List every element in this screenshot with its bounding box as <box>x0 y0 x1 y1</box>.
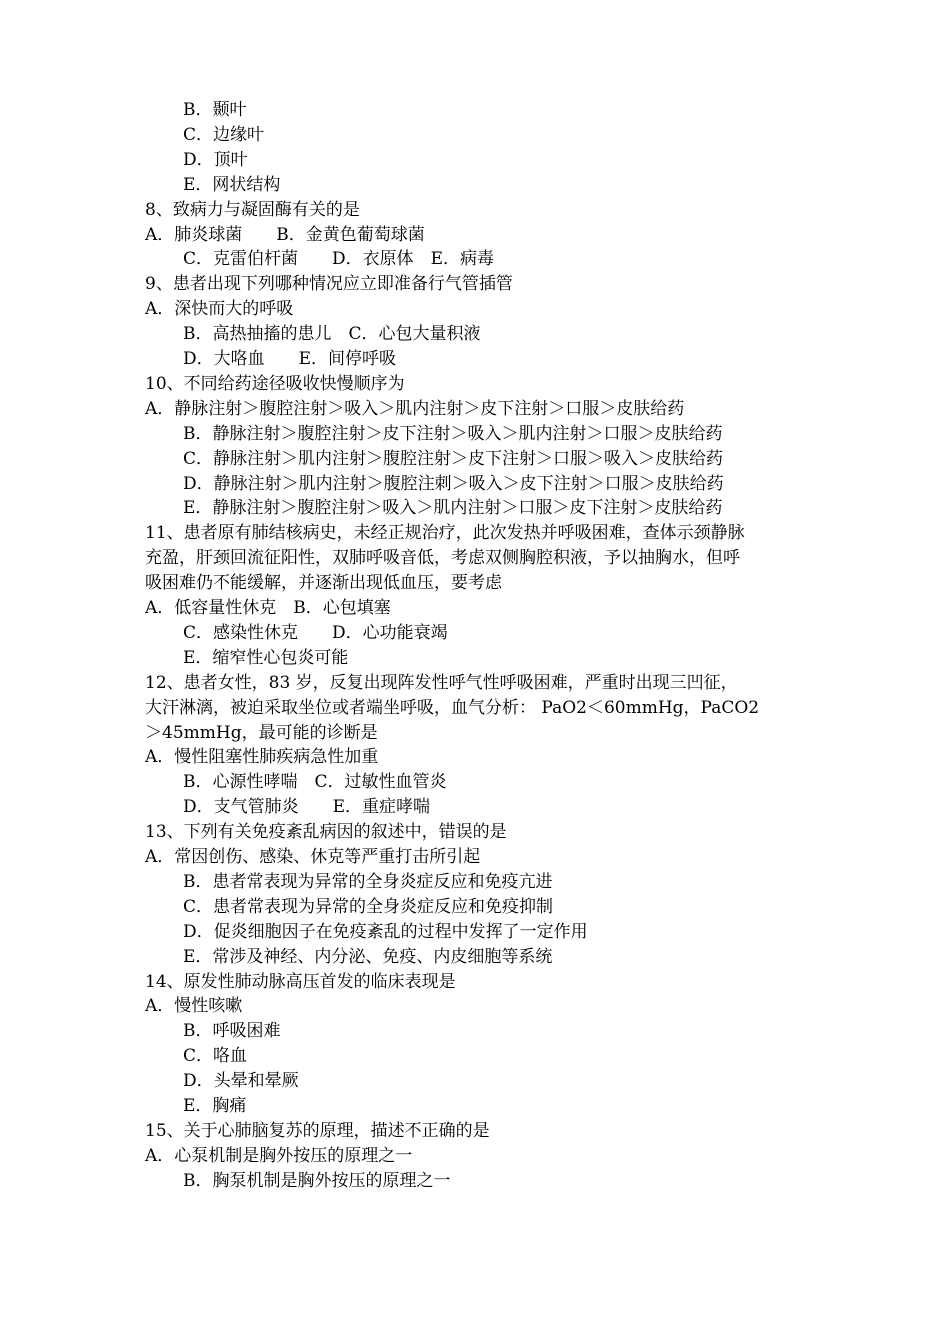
question-text: 充盈，肝颈回流征阳性，双肺呼吸音低，考虑双侧胸腔积液，予以抽胸水，但呼 <box>145 548 740 568</box>
question-text: 13、下列有关免疫紊乱病因的叙述中，错误的是 <box>145 822 507 842</box>
question-text: 大汗淋漓，被迫采取坐位或者端坐呼吸，血气分析： PaO2＜60mmHg，PaCO2 <box>145 698 760 718</box>
answer-option: E．胸痛 <box>183 1096 247 1116</box>
answer-option: B．高热抽搐的患儿 C．心包大量积液 <box>183 324 481 344</box>
answer-option: A．慢性咳嗽 <box>145 996 243 1016</box>
answer-option: C．咯血 <box>183 1046 248 1066</box>
question-text: 15、关于心肺脑复苏的原理，描述不正确的是 <box>145 1121 490 1141</box>
answer-option: A．静脉注射＞腹腔注射＞吸入＞肌内注射＞皮下注射＞口服＞皮肤给药 <box>145 399 685 419</box>
answer-option: B．静脉注射＞腹腔注射＞皮下注射＞吸入＞肌内注射＞口服＞皮肤给药 <box>183 424 723 444</box>
answer-option: D．支气管肺炎 E．重症哮喘 <box>183 797 431 817</box>
answer-option: A．常因创伤、感染、休克等严重打击所引起 <box>145 847 481 867</box>
answer-option: D．静脉注射＞肌内注射＞腹腔注刺＞吸入＞皮下注射＞口服＞皮肤给药 <box>183 474 724 494</box>
answer-option: A．慢性阻塞性肺疾病急性加重 <box>145 747 379 767</box>
answer-option: D．顶叶 <box>183 150 248 170</box>
answer-option: B．患者常表现为异常的全身炎症反应和免疫亢进 <box>183 872 553 892</box>
answer-option: A．肺炎球菌 B．金黄色葡萄球菌 <box>145 225 425 245</box>
question-text: 8、致病力与凝固酶有关的是 <box>145 200 360 220</box>
question-text: 吸困难仍不能缓解，并逐渐出现低血压，要考虑 <box>145 573 502 593</box>
answer-option: B．胸泵机制是胸外按压的原理之一 <box>183 1171 451 1191</box>
answer-option: B．心源性哮喘 C．过敏性血管炎 <box>183 772 447 792</box>
answer-option: D．头晕和晕厥 <box>183 1071 299 1091</box>
question-text: 14、原发性肺动脉高压首发的临床表现是 <box>145 972 456 992</box>
answer-option: E．网状结构 <box>183 175 281 195</box>
question-text: 10、不同给药途径吸收快慢顺序为 <box>145 374 405 394</box>
answer-option: A．深快而大的呼吸 <box>145 299 294 319</box>
answer-option: B．呼吸困难 <box>183 1021 281 1041</box>
question-text: 12、患者女性，83 岁，反复出现阵发性呼气性呼吸困难，严重时出现三凹征， <box>145 673 738 693</box>
question-text: ＞45mmHg，最可能的诊断是 <box>145 723 378 743</box>
question-text: 11、患者原有肺结核病史，未经正规治疗，此次发热并呼吸困难，查体示颈静脉 <box>145 523 745 543</box>
answer-option: C．患者常表现为异常的全身炎症反应和免疫抑制 <box>183 897 554 917</box>
answer-option: C．克雷伯杆菌 D．衣原体 E．病毒 <box>183 249 495 269</box>
answer-option: C．静脉注射＞肌内注射＞腹腔注射＞皮下注射＞口服＞吸入＞皮肤给药 <box>183 449 724 469</box>
answer-option: A．低容量性休克 B．心包填塞 <box>145 598 391 618</box>
answer-option: D．大咯血 E．间停呼吸 <box>183 349 397 369</box>
answer-option: C．感染性休克 D．心功能衰竭 <box>183 623 448 643</box>
answer-option: D．促炎细胞因子在免疫紊乱的过程中发挥了一定作用 <box>183 922 588 942</box>
answer-option: E．静脉注射＞腹腔注射＞吸入＞肌内注射＞口服＞皮下注射＞皮肤给药 <box>183 498 723 518</box>
answer-option: E．常涉及神经、内分泌、免疫、内皮细胞等系统 <box>183 947 553 967</box>
answer-option: C．边缘叶 <box>183 125 265 145</box>
answer-option: B．颞叶 <box>183 100 247 120</box>
question-text: 9、患者出现下列哪种情况应立即准备行气管插管 <box>145 274 513 294</box>
answer-option: A．心泵机制是胸外按压的原理之一 <box>145 1146 413 1166</box>
answer-option: E．缩窄性心包炎可能 <box>183 648 349 668</box>
